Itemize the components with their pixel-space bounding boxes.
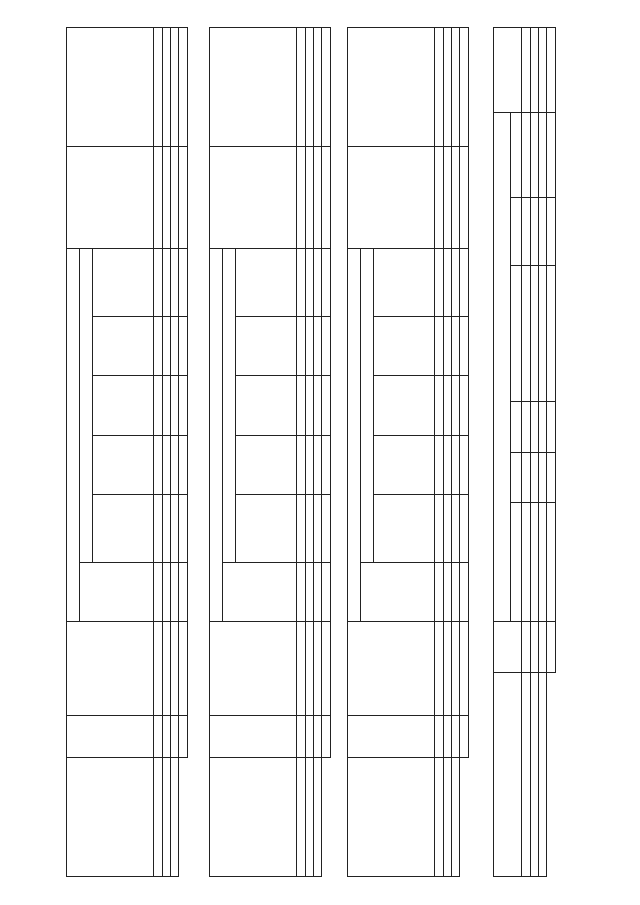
column-number-row: [435, 28, 444, 877]
section-3-subheading: [340, 27, 347, 877]
table-row: [531, 28, 539, 877]
row-code: [306, 715, 314, 757]
table-header-row: [348, 28, 361, 877]
section-2: [202, 27, 331, 877]
rotated-form-content: [40, 27, 600, 877]
normative-acts-table: [493, 27, 556, 877]
table-row: [444, 28, 452, 877]
section-4: [486, 27, 556, 877]
total-row: [460, 28, 469, 877]
total-code: [322, 715, 331, 757]
row-code: [171, 715, 179, 757]
section-1: [52, 27, 188, 877]
salary-table-2: [209, 27, 331, 877]
table-header-row: [494, 28, 511, 877]
section-2-subheading: [202, 27, 209, 877]
row-code: [314, 715, 322, 757]
total-code: [547, 622, 556, 673]
section-3: [340, 27, 469, 877]
total-code: [460, 715, 469, 757]
total-row: [179, 28, 188, 877]
table-row: [163, 28, 171, 877]
row-code: [452, 715, 460, 757]
table-row: [314, 28, 322, 877]
table-row: [452, 28, 460, 877]
row-code: [531, 622, 539, 673]
total-row: [322, 28, 331, 877]
total-code: [179, 715, 188, 757]
row-code: [444, 715, 452, 757]
column-number-row: [522, 28, 531, 877]
table-header-row: [67, 28, 80, 877]
column-number-row: [297, 28, 306, 877]
row-code: [163, 715, 171, 757]
section-1-heading: [52, 27, 59, 877]
total-row: [547, 28, 556, 877]
section-4-heading: [486, 27, 493, 877]
row-code: [539, 622, 547, 673]
section-1-subheading: [59, 27, 66, 877]
table-row: [306, 28, 314, 877]
salary-table-3: [347, 27, 469, 877]
salary-table-1: [66, 27, 188, 877]
column-number-row: [154, 28, 163, 877]
table-header-row: [210, 28, 223, 877]
table-row: [539, 28, 547, 877]
table-row: [171, 28, 179, 877]
